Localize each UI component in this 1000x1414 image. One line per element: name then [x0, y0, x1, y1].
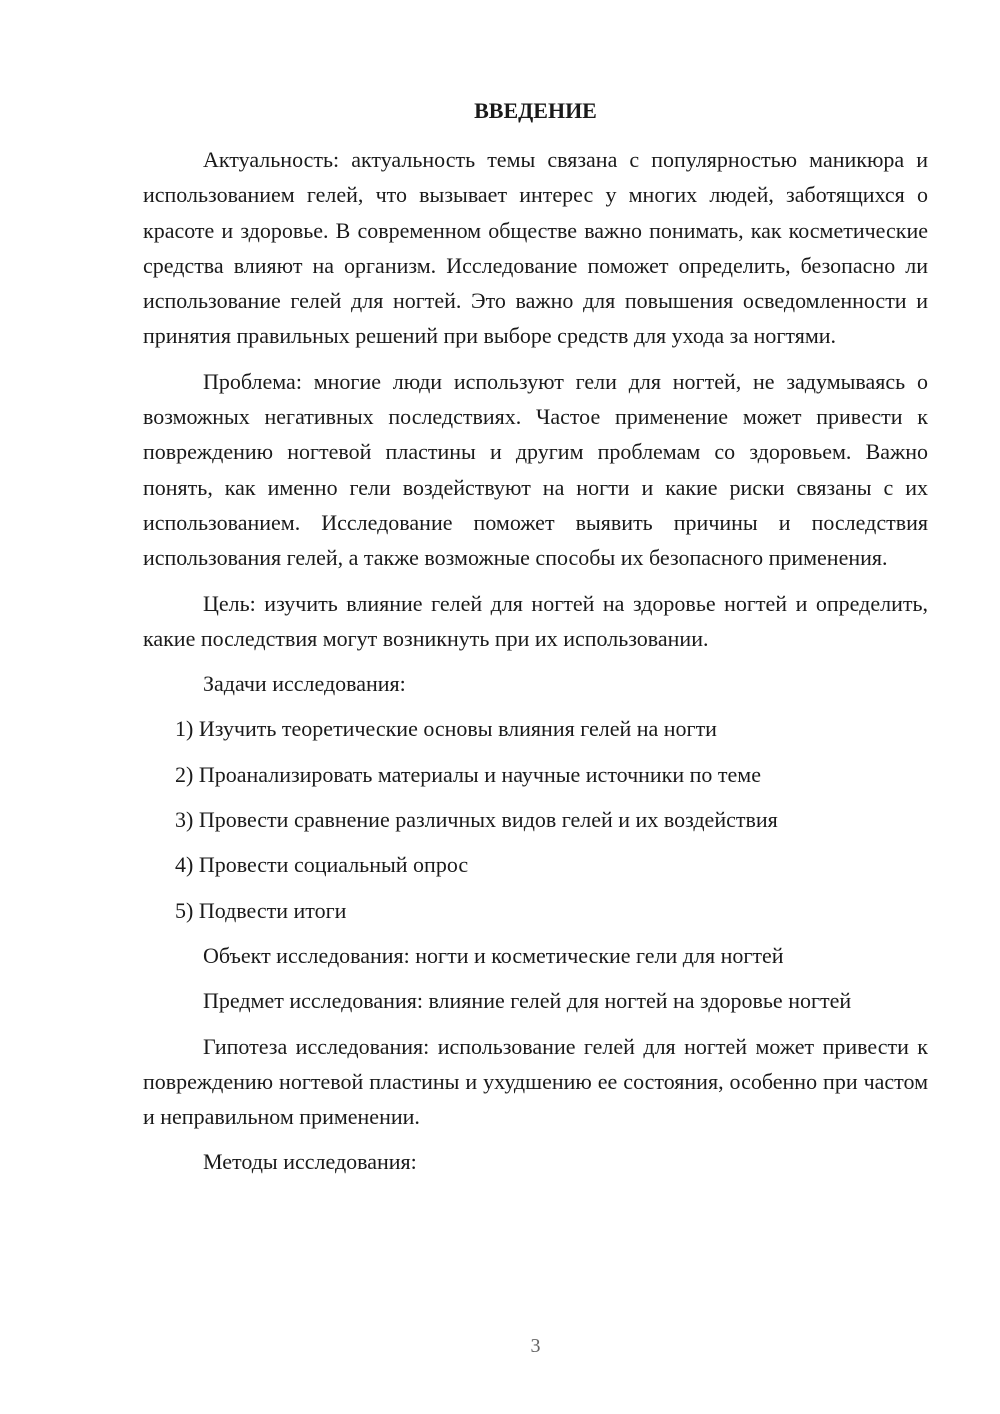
document-body: [143, 142, 928, 1190]
list-item: 1) Изучить теоретические основы влияния гелей на ногти: [175, 716, 717, 742]
section-title: ВВЕДЕНИЕ: [474, 98, 597, 123]
list-item: 4) Провести социальный опрос: [175, 852, 469, 878]
list-item: 5) Подвести итоги: [175, 897, 347, 923]
document-page: [143, 0, 928, 1414]
subject-paragraph: Предмет исследования: влияние гелей для ногтей на здоровье ногтей: [203, 988, 852, 1014]
relevance-paragraph: Актуальность: актуальность темы связана с популярностью маникюра и использованием гелей, что вызывает интерес у многих людей, заботящихся о красоте и здоровье. В современном обществе важно понимать, как косметические средства влияют на организм. Исследование поможет определить, безопасно ли использование гелей для ногтей. Это важно для повышения осведомленности и принятия правильных решений при выборе средств для ухода за ногтями.: [143, 147, 928, 349]
tasks-heading: Задачи исследования:: [203, 671, 406, 697]
list-item: 3) Провести сравнение различных видов гелей и их воздействия: [175, 807, 778, 833]
methods-heading: Методы исследования:: [203, 1149, 417, 1175]
page-number: 3: [530, 1335, 541, 1357]
goal-paragraph: Цель: изучить влияние гелей для ногтей на здоровье ногтей и определить, какие последствия могут возникнуть при их использовании.: [143, 590, 928, 651]
hypothesis-paragraph: Гипотеза исследования: использование гелей для ногтей может привести к повреждению ногтевой пластины и ухудшению ее состояния, особенно при частом и неправильном применении.: [143, 1033, 928, 1130]
object-paragraph: Объект исследования: ногти и косметические гели для ногтей: [203, 942, 784, 968]
tasks-list: [143, 711, 928, 927]
list-item: 2) Проанализировать материалы и научные источники по теме: [175, 761, 761, 787]
problem-paragraph: Проблема: многие люди используют гели для ногтей, не задумываясь о возможных негативных последствиях. Частое применение может привести к повреждению ногтевой пластины и другим проблемам со здоровьем. Важно понять, как именно гели воздействуют на ногти и какие риски связаны с их использованием. Исследование поможет выявить причины и последствия использования гелей, а также возможные способы их безопасного применения.: [143, 368, 928, 571]
